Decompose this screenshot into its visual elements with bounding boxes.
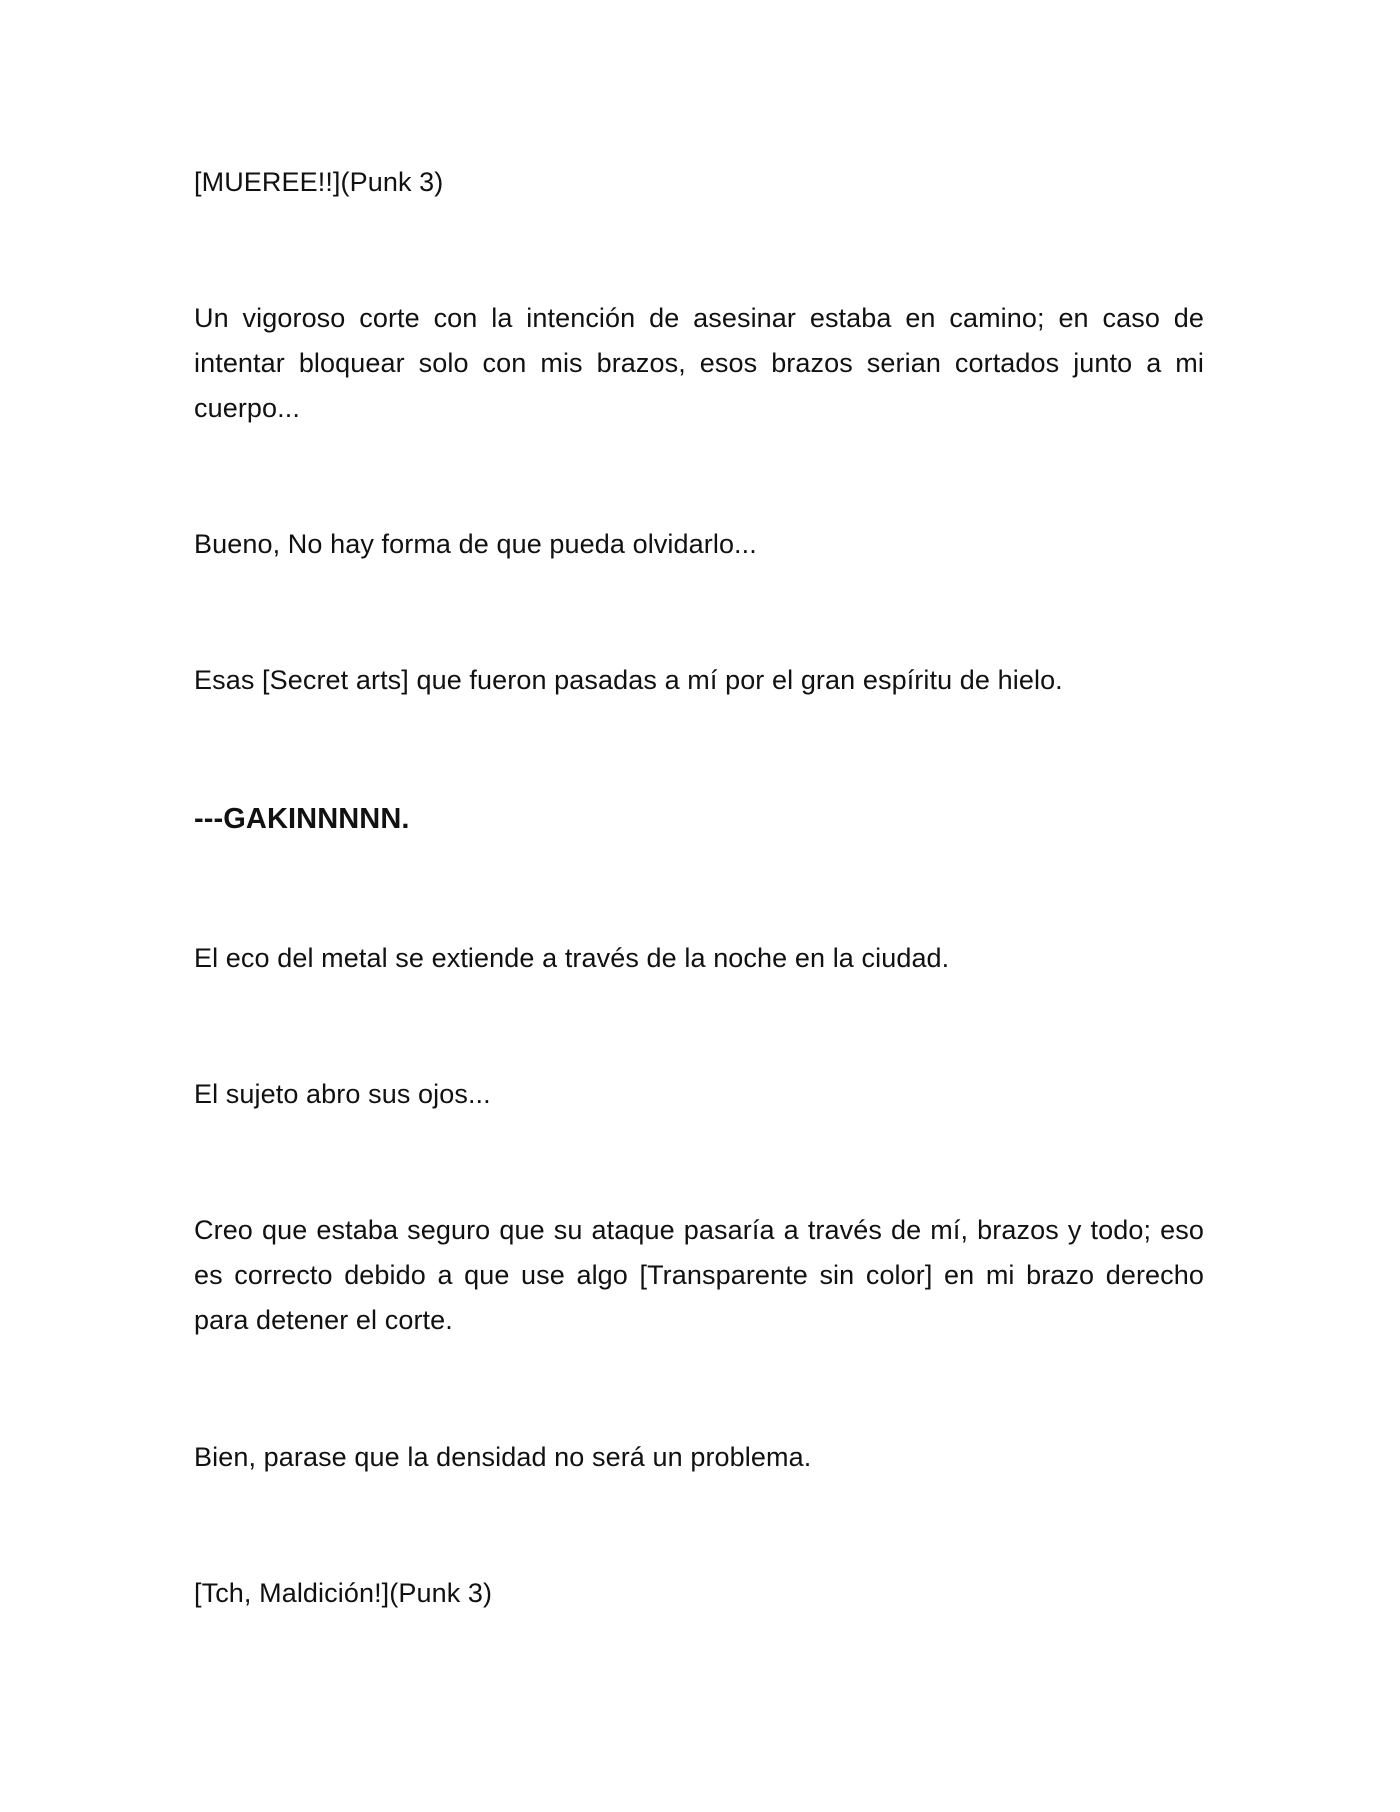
paragraph-density: Bien, parase que la densidad no será un problema. [194, 1442, 812, 1472]
paragraph-sound-effect: ---GAKINNNNN. [194, 803, 410, 835]
paragraph-metal-echo: El eco del metal se extiende a través de la noche en la ciudad. [194, 943, 950, 973]
paragraph-secret-arts: Esas [Secret arts] que fueron pasadas a mí por el gran espíritu de hielo. [194, 665, 1063, 695]
paragraph-opens-eyes: El sujeto abro sus ojos... [194, 1079, 491, 1109]
paragraph-punk-shout: [MUEREE!!](Punk 3) [194, 167, 444, 197]
paragraph-transparent-arm: Creo que estaba seguro que su ataque pasaría a través de mí, brazos y todo; eso es correcto debido a que use algo [Transparente sin color] en mi brazo derecho para detener el corte. [194, 1215, 1204, 1335]
paragraph-cannot-forget: Bueno, No hay forma de que pueda olvidarlo... [194, 529, 757, 559]
paragraph-vigorous-cut: Un vigoroso corte con la intención de asesinar estaba en camino; en caso de intentar bloquear solo con mis brazos, esos brazos serian cortados junto a mi cuerpo... [194, 303, 1204, 423]
paragraph-punk-curse: [Tch, Maldición!](Punk 3) [194, 1578, 493, 1608]
